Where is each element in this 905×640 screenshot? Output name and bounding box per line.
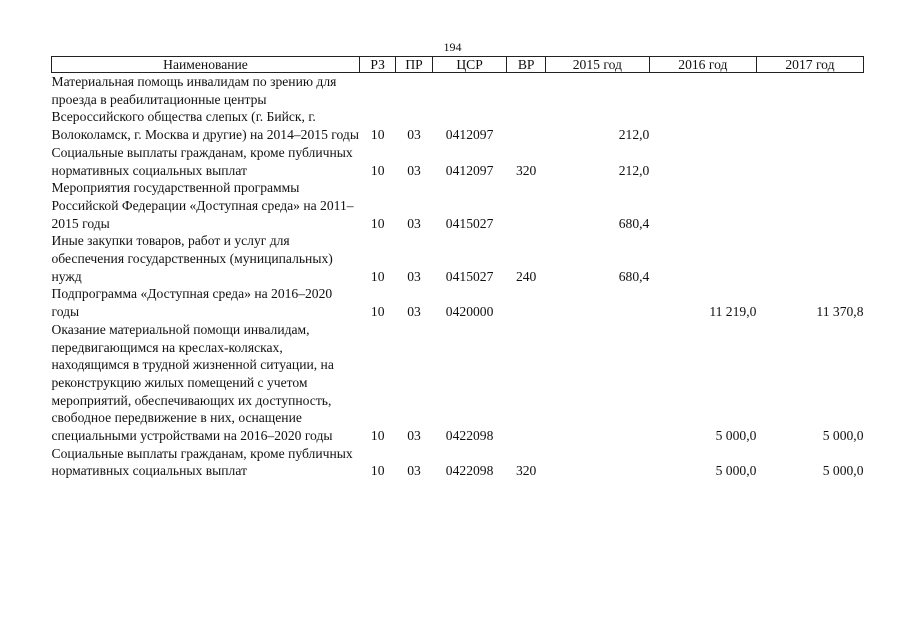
row-vr: 320 — [515, 162, 537, 178]
row-pr: 03 — [407, 127, 421, 143]
row-2017: 5 000,0 — [822, 463, 864, 479]
row-2016 — [649, 179, 756, 232]
row-rz: 10 — [370, 215, 385, 231]
row-rz: 10 — [370, 127, 385, 143]
header-2016: 2016 год — [649, 57, 756, 73]
row-vr — [507, 321, 545, 445]
row-2017 — [756, 232, 863, 285]
budget-table — [51, 56, 864, 480]
row-csr: 0412097 — [445, 162, 494, 178]
row-rz: 10 — [370, 428, 385, 444]
header-csr: ЦСР — [432, 57, 507, 73]
row-2016 — [649, 73, 756, 144]
row-csr: 0420000 — [445, 304, 494, 320]
row-2016 — [649, 144, 756, 179]
row-csr: 0422098 — [445, 428, 494, 444]
row-pr: 03 — [407, 162, 421, 178]
row-pr: 03 — [407, 215, 421, 231]
row-2015 — [545, 285, 649, 320]
row-name: Подпрограмма «Доступная среда» на 2016–2020 годы — [51, 286, 333, 320]
row-2016 — [649, 232, 756, 285]
row-name: Социальные выплаты гражданам, кроме публичных нормативных социальных выплат — [51, 445, 353, 479]
row-vr: 320 — [515, 463, 537, 479]
row-2017 — [756, 179, 863, 232]
row-rz: 10 — [370, 463, 385, 479]
header-pr: ПР — [396, 57, 432, 73]
row-csr: 0412097 — [445, 127, 494, 143]
row-pr: 03 — [407, 463, 421, 479]
row-2017: 5 000,0 — [822, 428, 864, 444]
table-row — [52, 232, 864, 285]
row-2016: 5 000,0 — [715, 463, 757, 479]
row-2017 — [756, 144, 863, 179]
table-row — [52, 285, 864, 320]
row-pr: 03 — [407, 304, 421, 320]
row-pr: 03 — [407, 268, 421, 284]
row-vr — [507, 285, 545, 320]
table-row — [52, 144, 864, 179]
row-name: Материальная помощь инвалидам по зрению для проезда в реабилитационные центры Всероссийского общества слепых (г. Бийск, г. Волоколамск, г. Москва и другие) на 2014–2015 годы — [51, 74, 359, 143]
row-name: Социальные выплаты гражданам, кроме публичных нормативных социальных выплат — [51, 144, 353, 178]
row-name: Оказание материальной помощи инвалидам, передвигающимся на креслах-колясках, находящимся в трудной жизненной ситуации, на реконструкцию жилых помещений с учетом мероприятий, обеспечивающих их доступность, свободное передвижение в них, оснащение специальными устройствами на 2016–2020 годы — [51, 321, 334, 444]
table-row — [52, 73, 864, 144]
header-rz: РЗ — [360, 57, 396, 73]
row-2017 — [756, 73, 863, 144]
row-csr: 0415027 — [445, 215, 494, 231]
row-rz: 10 — [370, 162, 385, 178]
row-csr: 0415027 — [445, 268, 494, 284]
header-name: Наименование — [52, 57, 360, 73]
row-2015 — [545, 321, 649, 445]
row-2016: 5 000,0 — [715, 428, 757, 444]
row-name: Мероприятия государственной программы Российской Федерации «Доступная среда» на 2011–2015 годы — [51, 180, 354, 231]
row-2016: 11 219,0 — [709, 304, 757, 320]
row-2015: 680,4 — [618, 268, 650, 284]
page-number: 194 — [443, 40, 462, 54]
row-name: Иные закупки товаров, работ и услуг для обеспечения государственных (муниципальных) нужд — [51, 233, 333, 284]
table-header-row — [52, 57, 864, 73]
row-vr — [507, 73, 545, 144]
row-2015: 212,0 — [618, 127, 650, 143]
row-2015 — [545, 445, 649, 480]
table-row — [52, 321, 864, 445]
row-2015: 212,0 — [618, 162, 650, 178]
header-2017: 2017 год — [756, 57, 863, 73]
row-vr — [507, 179, 545, 232]
row-vr: 240 — [515, 268, 537, 284]
row-csr: 0422098 — [445, 463, 494, 479]
table-row — [52, 179, 864, 232]
table-row — [52, 445, 864, 480]
row-2015: 680,4 — [618, 215, 650, 231]
header-2015: 2015 год — [545, 57, 649, 73]
header-vr: ВР — [507, 57, 545, 73]
row-2017: 11 370,8 — [816, 304, 864, 320]
row-rz: 10 — [370, 268, 385, 284]
row-rz: 10 — [370, 304, 385, 320]
row-pr: 03 — [407, 428, 421, 444]
